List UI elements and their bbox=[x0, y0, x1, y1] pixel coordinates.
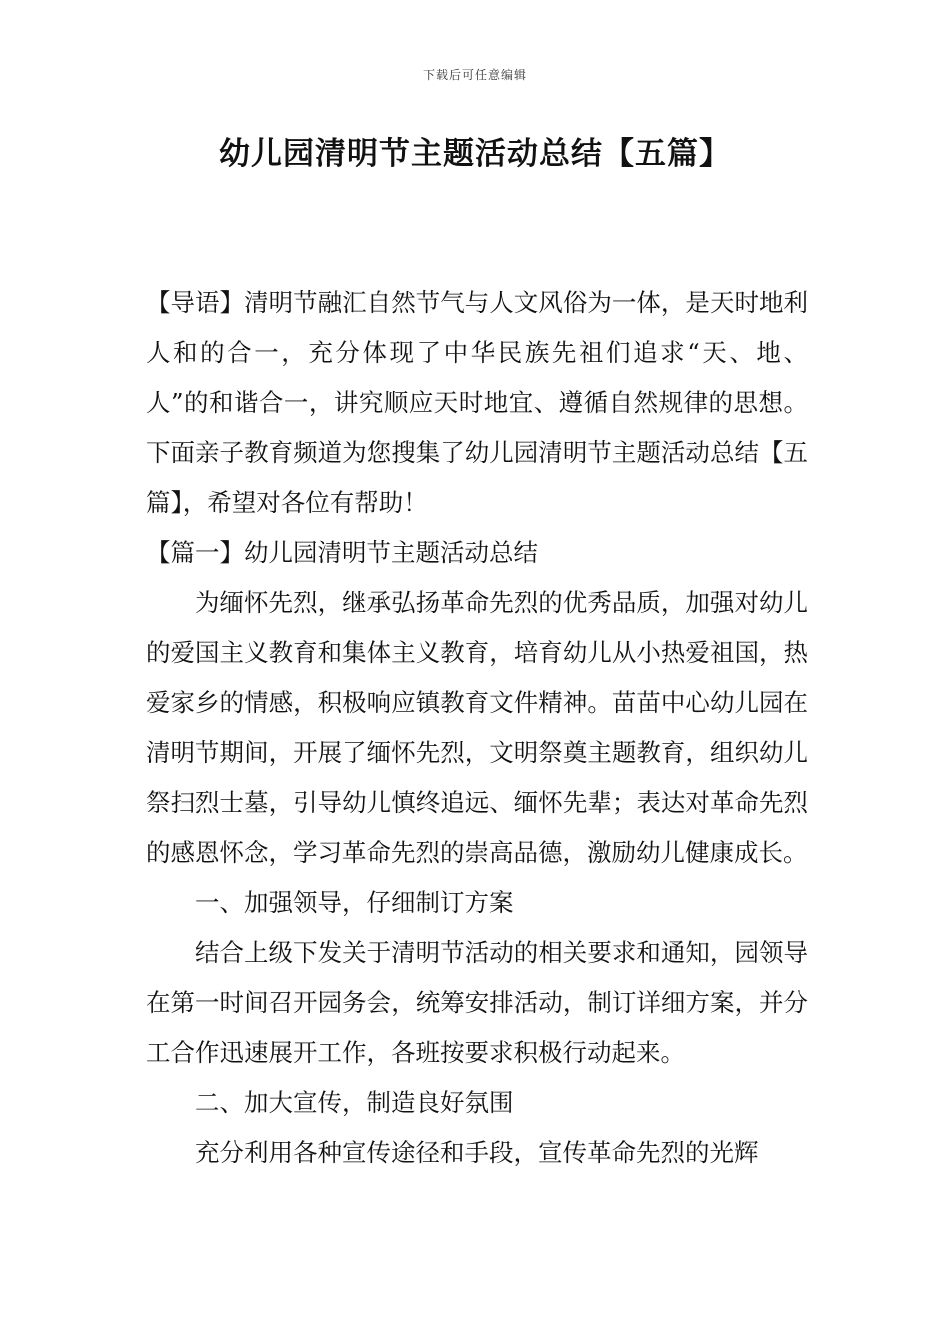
subsection-heading: 一、加强领导，仔细制订方案 bbox=[195, 888, 514, 917]
section-heading: 【篇一】幼儿园清明节主题活动总结 bbox=[146, 538, 538, 567]
header-note: 下载后可任意编辑 bbox=[422, 68, 527, 82]
body-paragraph: 结合上级下发关于清明节活动的相关要求和通知，园领导在第一时间召开园务会，统筹安排活动，制订详细方案，并分工合作迅速展开工作，各班按要求积极行动起来。 bbox=[146, 938, 808, 1067]
intro-paragraph: 【导语】清明节融汇自然节气与人文风俗为一体，是天时地利人和的合一，充分体现了中华民族先祖们追求“天、地、人”的和谐合一，讲究顺应天时地宜、遵循自然规律的思想。下面亲子教育频道为您搜集了幼儿园清明节主题活动总结【五篇】，希望对各位有帮助！ bbox=[146, 288, 808, 517]
subsection-heading: 二、加大宣传，制造良好氛围 bbox=[195, 1088, 514, 1117]
body-paragraph: 为缅怀先烈，继承弘扬革命先烈的优秀品质，加强对幼儿的爱国主义教育和集体主义教育，培育幼儿从小热爱祖国，热爱家乡的情感，积极响应镇教育文件精神。苗苗中心幼儿园在清明节期间，开展了缅怀先烈，文明祭奠主题教育，组织幼儿祭扫烈士墓，引导幼儿慎终追远、缅怀先辈；表达对革命先烈的感恩怀念，学习革命先烈的崇高品德，激励幼儿健康成长。 bbox=[146, 588, 808, 867]
document-body bbox=[146, 278, 808, 1178]
document-title: 幼儿园清明节主题活动总结【五篇】 bbox=[219, 136, 731, 172]
body-paragraph: 充分利用各种宣传途径和手段，宣传革命先烈的光辉 bbox=[195, 1138, 759, 1167]
